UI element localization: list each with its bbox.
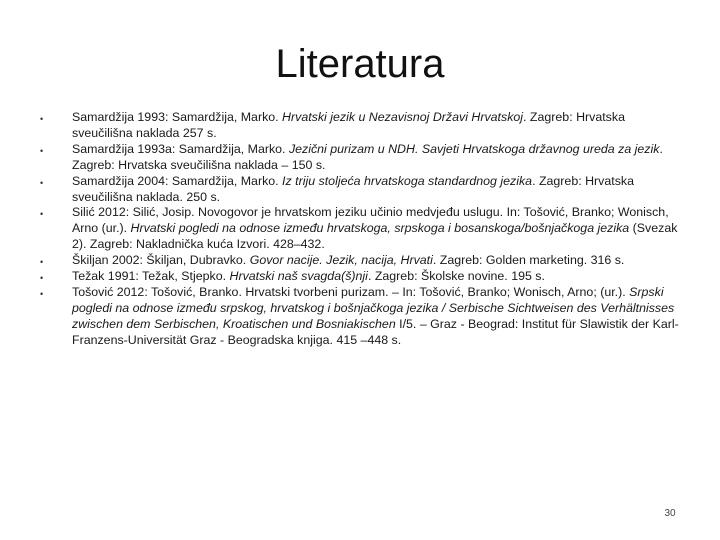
reference-title: Iz triju stoljeća hrvatskoga standardnog jezika <box>282 173 533 188</box>
reference-text: . Zagreb: Hrvatska sveučilišna naklada. 250 s. <box>72 173 634 204</box>
bullet-icon: • <box>40 273 44 284</box>
reference-item <box>40 174 680 206</box>
bullet-icon: • <box>40 257 44 268</box>
reference-title: Jezični purizam u NDH. Savjeti Hrvatskoga državnog ureda za jezik <box>288 141 660 156</box>
reference-item <box>40 285 680 349</box>
reference-title: Hrvatski pogledi na odnose između hrvatskoga, srpskoga i bosanskoga/bošnjačkoga jezika <box>130 221 630 236</box>
page-number: 30 <box>664 508 676 519</box>
reference-title: Govor nacije. Jezik, nacija, Hrvati <box>249 253 433 268</box>
reference-text: Samardžija 2004: Samardžija, Marko. <box>72 173 283 188</box>
reference-text: . Zagreb: Hrvatska sveučilišna naklada 257 s. <box>72 110 625 140</box>
reference-item <box>40 253 680 269</box>
reference-item <box>40 110 680 142</box>
reference-text: Škiljan 2002: Škiljan, Dubravko. <box>72 253 250 268</box>
reference-text: Samardžija 1993: Samardžija, Marko. <box>72 110 283 124</box>
bullet-icon: • <box>40 145 44 156</box>
reference-text: I/5. – Graz - Beograd: Institut für Slawistik der Karl-Franzens-Universität Graz - Beogradska knjiga. 415 –448 s. <box>72 316 679 347</box>
reference-item <box>40 205 680 253</box>
reference-text: (Svezak 2). Zagreb: Nakladnička kuća Izvori. 428–432. <box>72 221 678 252</box>
reference-title: Hrvatski naš svagda(š)nji <box>229 269 368 284</box>
bullet-icon: • <box>40 114 44 124</box>
reference-text: Težak 1991: Težak, Stjepko. <box>72 269 230 284</box>
reference-text: . Zagreb: Hrvatska sveučilišna naklada – 150 s. <box>72 141 663 172</box>
reference-text: Tošović 2012: Tošović, Branko. Hrvatski tvorbeni purizam. – In: Tošović, Branko; Wonisch, Arno; (ur.). <box>72 284 630 299</box>
reference-text: . Zagreb: Školske novine. 195 s. <box>367 269 545 284</box>
bullet-icon: • <box>40 288 44 299</box>
reference-title: Srpski pogledi na odnose između srpskog, hrvatskog i bošnjačkoga jezika / Serbische Sichtweisen des Verhältnisses zwischen dem Serbischen, Kroatischen und Bosniakischen <box>72 284 675 331</box>
bullet-icon: • <box>40 177 44 188</box>
reference-item <box>40 142 680 174</box>
reference-text: . Zagreb: Golden marketing. 316 s. <box>432 253 625 268</box>
reference-text: Silić 2012: Silić, Josip. Novogovor je hrvatskom jeziku učinio medvjeđu uslugu. In: Tošović, Branko; Wonisch, Arno (ur.). <box>72 205 669 236</box>
slide-title: Literatura <box>275 42 445 86</box>
reference-item <box>40 269 680 285</box>
reference-list <box>40 110 680 349</box>
reference-text: Samardžija 1993a: Samardžija, Marko. <box>72 141 289 156</box>
reference-title: Hrvatski jezik u Nezavisnoj Državi Hrvatskoj <box>282 110 524 124</box>
bullet-icon: • <box>40 209 44 220</box>
